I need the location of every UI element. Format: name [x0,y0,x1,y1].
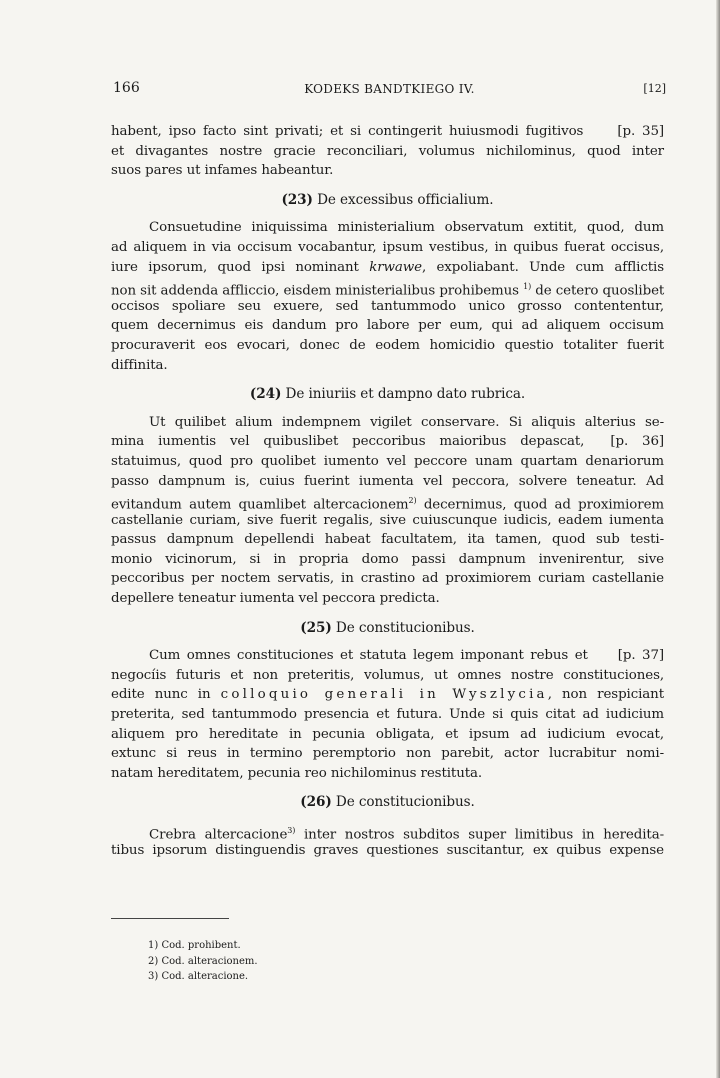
main-text [111,122,664,860]
page-edge [716,0,720,1078]
text-line: Ut quilibet alium indempnem vigilet conservare. Si aliquis alterius se- [149,414,664,430]
text-line: Consuetudine iniquissima ministerialium observatum extitit, quod, dum [149,220,664,236]
section-heading: (25) De constitucionibus. [300,619,475,636]
margin-page-ref: [p. 35] [617,124,665,139]
section-heading: (23) De excessibus officialium. [281,191,494,208]
text-line: depellere teneatur iumenta vel peccora predicta. [111,591,440,607]
text-line: ad aliquem in via occisum vocabantur, ipsum vestibus, in quibus fuerat occisus, [111,239,664,255]
text-line: suos pares ut infames habeantur. [111,163,334,179]
margin-page-ref: [p. 37] [617,648,665,664]
text-line: iure ipsorum, quod ipsi nominant krwawe, expoliabant. Unde cum afflictis [111,259,664,275]
text-line: negocíis futuris et non preteritis, volumus, ut omnes nostre constituciones, [111,667,664,683]
footnote-ref: 3) [287,826,296,835]
footnote-ref: 2) [408,496,417,506]
section-heading: (24) De iniuriis et dampno dato rubrica. [249,386,526,403]
text-line: edite nunc in colloquio generali in Wyszlycia, non respiciant [111,687,664,703]
text-line: non sit addenda affliccio, eisdem ministerialibus prohibemus $^{1)}$ de cetero quoslibet [111,282,665,299]
text-line: quem decernimus eis dandum pro labore per eum, qui ad aliquem occisum [111,318,664,334]
footnote: 2) Cod. alteracionem. [148,955,258,967]
text-line: procuraverit eos evocari, donec de eodem homicidio questio totaliter fuerit [111,337,664,353]
text-line: peccoribus per noctem servatis, in crastino ad proximiorem curiam castellanie [111,571,664,587]
text-line: diffinita. [111,357,168,373]
text-line: castellanie curiam, sive fuerit regalis, sive cuiuscunque iudicis, eadem iumenta [111,512,664,528]
footnote-divider [111,918,229,919]
text-line: evitandum autem quamlibet altercacionem$^{2)}$ decernimus, quod ad proximiorem [111,496,664,513]
text-line: tibus ipsorum distinguendis graves questiones suscitantur, ex quibus expense [111,842,664,858]
text-line: mina iumentis vel quibuslibet peccoribus maioribus depascat, [p. 36] [111,434,664,450]
footnotes [148,938,448,985]
text-line: preterita, sed tantummodo presencia et futura. Unde si quis citat ad iudicium [111,707,664,723]
text-line: Cum omnes constituciones et statuta legem imponant rebus et [p. 37] [149,648,665,664]
footnote-ref: 1) [523,282,532,292]
text-line: habent, ipso facto sint privati; et si contingerit huiusmodi fugitivos [p. 35] [111,124,665,139]
text-line: occisos spoliare seu exuere, sed tantummodo unico grosso contententur, [111,298,664,314]
section-heading: (26) De constitucionibus. [300,794,475,811]
text-line: extunc si reus in termino peremptorio non parebit, actor lucrabitur nomi- [111,746,664,762]
text-line: aliquem pro hereditate in pecunia obligata, et ipsum ad iudicium evocat, [111,726,664,742]
text-line: statuimus, quod pro quolibet iumento vel peccore unam quartam denariorum [111,453,664,469]
footnote: 3) Cod. alteracione. [148,971,249,982]
section-marker: [12] [643,82,666,95]
text-line: monio vicinorum, si in propria domo passi dampnum invenirentur, sive [111,551,664,567]
spaced-phrase: colloquio generali in Wyszlycia [220,687,548,703]
text-line: passus dampnum depellendi habeat facultatem, ita tamen, quod sub testi- [111,532,664,548]
running-header [113,80,666,100]
italic-term: krwawe [369,259,422,275]
text-line: et divagantes nostre gracie reconciliari, volumus nichilominus, quod inter [111,143,664,159]
page-number: 166 [113,80,140,96]
footnote: 1) Cod. prohibent. [148,940,241,951]
text-line: passo dampnum is, cuius fuerint iumenta vel peccora, solvere teneatur. Ad [111,473,664,489]
text-line: Crebra altercacione$^{3)}$ inter nostros subditos super limitibus in heredita- [149,826,664,843]
running-title: KODEKS BANDTKIEGO IV. [304,82,475,96]
text-line: natam hereditatem, pecunia reo nichilominus restituta. [111,765,483,781]
margin-page-ref: [p. 36] [610,434,664,450]
